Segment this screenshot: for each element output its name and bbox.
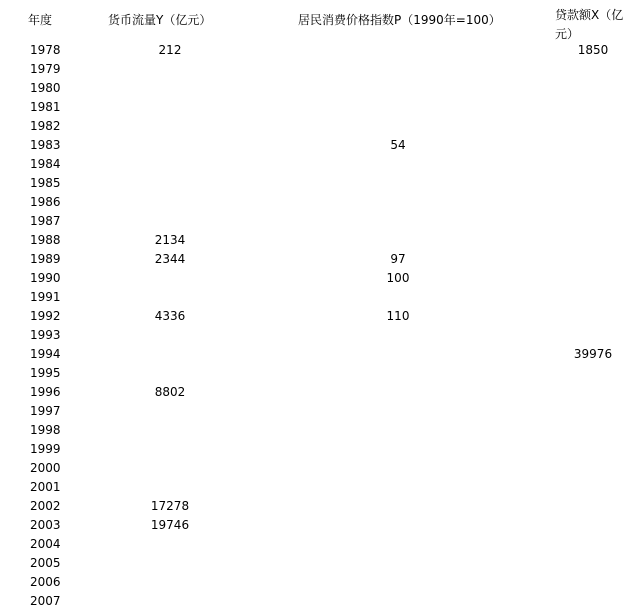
cell-year: 1995 (30, 366, 61, 380)
table-row (0, 326, 644, 345)
table-row (0, 174, 644, 193)
cell-year: 1999 (30, 442, 61, 456)
cell-money-flow: 4336 (154, 309, 186, 323)
table-row (0, 592, 644, 611)
cell-money-flow: 19746 (150, 518, 190, 532)
table-row (0, 440, 644, 459)
cell-year: 1991 (30, 290, 61, 304)
cell-money-flow: 2134 (154, 233, 186, 247)
table-row (0, 535, 644, 554)
table-row (0, 573, 644, 592)
cell-year: 2003 (30, 518, 61, 532)
cell-money-flow: 2344 (154, 252, 186, 266)
table-row (0, 79, 644, 98)
cell-price-index: 54 (390, 138, 406, 152)
cell-year: 2002 (30, 499, 61, 513)
cell-loan-amount: 1850 (577, 43, 609, 57)
cell-year: 1985 (30, 176, 61, 190)
cell-year: 1997 (30, 404, 61, 418)
cell-year: 1978 (30, 43, 61, 57)
table-row (0, 307, 644, 326)
table-row (0, 402, 644, 421)
cell-year: 1980 (30, 81, 61, 95)
table-row (0, 231, 644, 250)
cell-year: 2001 (30, 480, 61, 494)
header-loan-amount: 贷款额X（亿元） (555, 8, 624, 41)
cell-year: 1987 (30, 214, 61, 228)
table-row (0, 383, 644, 402)
data-table-body (0, 41, 644, 611)
table-row (0, 421, 644, 440)
cell-money-flow: 8802 (154, 385, 186, 399)
table-row (0, 288, 644, 307)
cell-price-index: 100 (386, 271, 410, 285)
header-consumer-price-index: 居民消费价格指数P（1990年=100） (298, 13, 501, 27)
table-row (0, 98, 644, 117)
table-row (0, 193, 644, 212)
cell-year: 1986 (30, 195, 61, 209)
table-row (0, 117, 644, 136)
table-row (0, 212, 644, 231)
cell-year: 2006 (30, 575, 61, 589)
cell-year: 1982 (30, 119, 61, 133)
cell-year: 1979 (30, 62, 61, 76)
cell-price-index: 97 (390, 252, 406, 266)
table-row (0, 478, 644, 497)
cell-year: 1994 (30, 347, 61, 361)
table-row (0, 250, 644, 269)
table-row (0, 136, 644, 155)
table-row (0, 459, 644, 478)
header-year: 年度 (28, 13, 53, 27)
cell-year: 1990 (30, 271, 61, 285)
cell-year: 1996 (30, 385, 61, 399)
cell-year: 1984 (30, 157, 61, 171)
table-row (0, 60, 644, 79)
table-row (0, 345, 644, 364)
cell-year: 1983 (30, 138, 61, 152)
cell-year: 2005 (30, 556, 61, 570)
cell-year: 1988 (30, 233, 61, 247)
cell-price-index: 110 (386, 309, 410, 323)
cell-year: 2007 (30, 594, 61, 608)
cell-year: 1992 (30, 309, 61, 323)
table-row (0, 497, 644, 516)
cell-year: 1981 (30, 100, 61, 114)
header-money-flow: 货币流量Y（亿元） (108, 13, 212, 27)
cell-year: 2004 (30, 537, 61, 551)
cell-year: 2000 (30, 461, 61, 475)
table-row (0, 155, 644, 174)
cell-money-flow: 17278 (150, 499, 190, 513)
table-row (0, 269, 644, 288)
table-row (0, 516, 644, 535)
cell-year: 1998 (30, 423, 61, 437)
table-row (0, 554, 644, 573)
cell-money-flow: 212 (158, 43, 182, 57)
table-row (0, 364, 644, 383)
cell-year: 1989 (30, 252, 61, 266)
table-row (0, 41, 644, 60)
cell-year: 1993 (30, 328, 61, 342)
cell-loan-amount: 39976 (573, 347, 613, 361)
